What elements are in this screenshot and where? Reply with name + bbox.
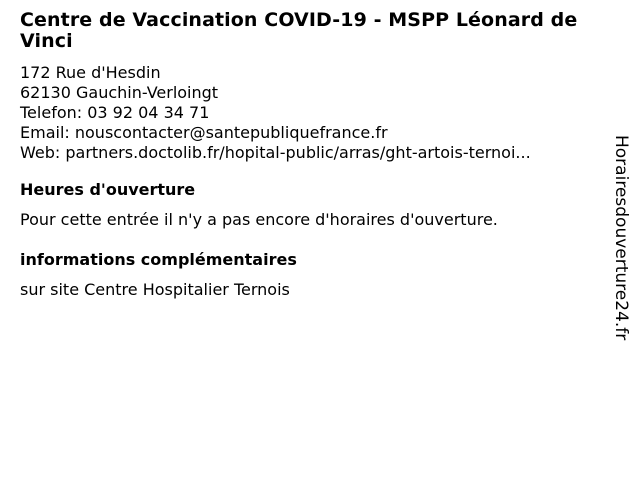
additional-info-text: sur site Centre Hospitalier Ternois — [20, 280, 290, 299]
site-brand-watermark: Horairesdouverture24.fr — [611, 135, 631, 341]
page-title: Centre de Vaccination COVID-19 - MSPP Léonard de Vinci — [20, 9, 578, 52]
website-link[interactable]: Web: partners.doctolib.fr/hopital-public/arras/ght-artois-ternoi... — [20, 143, 531, 162]
address-block — [20, 63, 610, 163]
email-address[interactable]: Email: nouscontacter@santepubliquefrance.fr — [20, 123, 388, 142]
street-address: 172 Rue d'Hesdin — [20, 63, 161, 82]
place-details — [20, 10, 610, 300]
city-postal: 62130 Gauchin-Verloingt — [20, 83, 219, 102]
opening-hours-heading: Heures d'ouverture — [20, 180, 196, 199]
opening-hours-text: Pour cette entrée il n'y a pas encore d'horaires d'ouverture. — [20, 210, 498, 229]
additional-info-heading: informations complémentaires — [20, 250, 297, 269]
phone-number[interactable]: Telefon: 03 92 04 34 71 — [20, 103, 210, 122]
